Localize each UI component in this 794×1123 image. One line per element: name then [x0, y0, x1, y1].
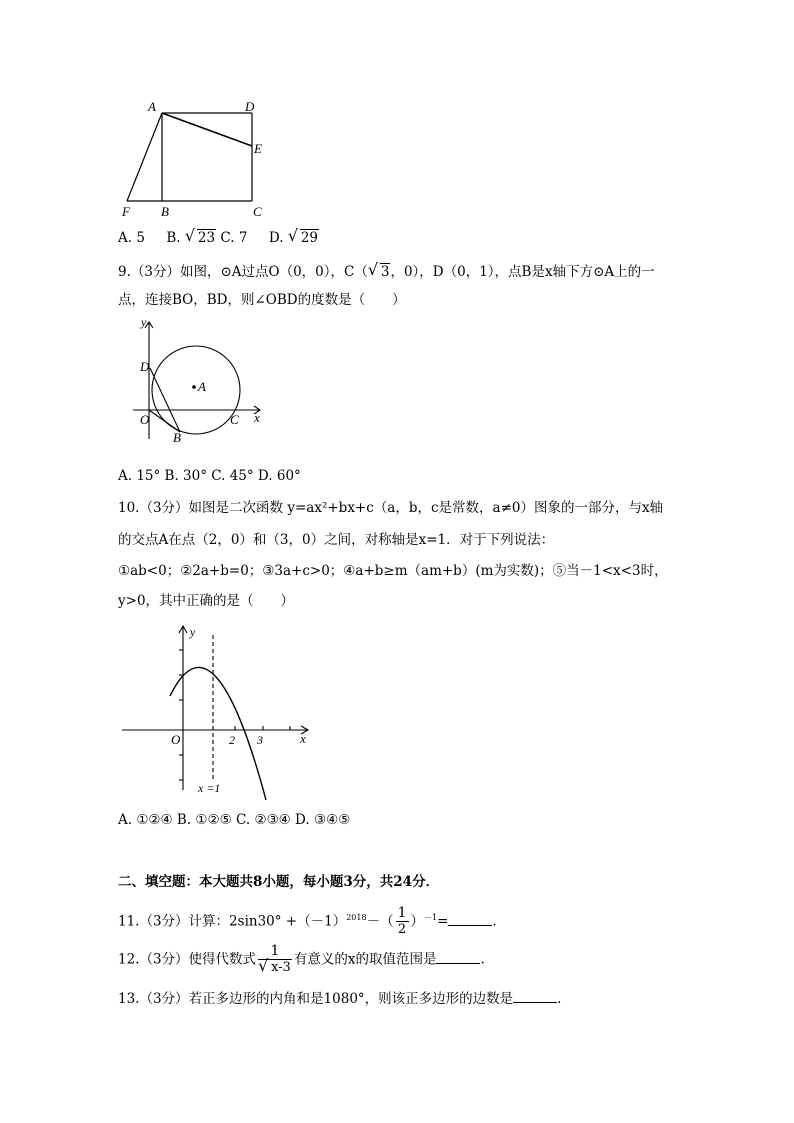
label-x: x	[300, 731, 306, 746]
q12-end: .	[480, 951, 485, 968]
label-E: E	[254, 141, 262, 156]
q13-end: .	[557, 991, 562, 1007]
answer-blank[interactable]	[448, 911, 492, 926]
label-D: D	[245, 99, 255, 114]
label-B: B	[161, 204, 169, 219]
q11-exponent-2: －1	[424, 913, 438, 922]
q9-text-b: ，0），D（0，1），点B是x轴下方⊙A上的一	[390, 264, 655, 280]
q8-option-d-sqrt: √ 29	[287, 226, 319, 246]
q8-options	[118, 228, 319, 248]
answer-blank[interactable]	[436, 949, 480, 964]
q12-fraction	[258, 944, 292, 976]
q8-option-b-sqrt: √ 23	[184, 226, 216, 246]
q11-equals: =	[437, 913, 449, 930]
q9-text-a: 9.（3分）如图，⊙A过点O（0，0），C（	[118, 264, 368, 280]
label-symmetry-axis: x =1	[198, 781, 221, 795]
q10-stem-line1: 10.（3分）如图是二次函数 y=ax²+bx+c（a，b，c是常数，a≠0）图象的一部分，与x轴	[118, 500, 664, 516]
q8-option-a: A. 5	[118, 230, 145, 246]
figure-q8	[115, 98, 275, 220]
section-2-title: 二、填空题：本大题共8小题，每小题3分，共24分．	[118, 874, 440, 890]
label-C: C	[230, 412, 239, 427]
q9-radicand: 3	[380, 264, 390, 280]
q12-suffix: 有意义的x的取值范围是	[293, 951, 437, 968]
q9-stem-line1	[118, 262, 655, 282]
q11-close: ）	[410, 913, 424, 930]
q8-option-b-radicand: 23	[197, 230, 216, 246]
label-A: A	[198, 379, 206, 394]
q11-exponent-1: 2018	[346, 913, 367, 922]
q10-stem-line2: 的交点A在点（2，0）和（3，0）之间，对称轴是x=1．对于下列说法：	[118, 532, 555, 548]
label-x: x	[254, 410, 260, 425]
q8-option-d: D.	[268, 230, 284, 246]
figure-q10	[118, 620, 318, 800]
q12-radicand: x-3	[271, 960, 291, 975]
label-y: y	[190, 625, 196, 639]
q8-option-d-radicand: 29	[300, 230, 319, 246]
q12-prefix: 12.（3分）使得代数式	[118, 951, 257, 968]
q10-stem-line4: y>0，其中正确的是（ ）	[118, 593, 295, 609]
label-O: O	[171, 732, 181, 747]
q11-frac-num: 1	[397, 905, 407, 921]
q10-options: A. ①②④ B. ①②⑤ C. ②③④ D. ③④⑤	[118, 812, 351, 828]
q9-stem-line2: 点，连接BO，BD，则∠OBD的度数是（ ）	[118, 292, 406, 308]
q13-text: 13.（3分）若正多边形的内角和是1080°，则该正多边形的边数是	[118, 991, 514, 1007]
label-O: O	[140, 412, 150, 427]
label-C: C	[253, 204, 262, 219]
q11-minus: －（	[366, 913, 394, 930]
label-A: A	[148, 99, 156, 114]
label-F: F	[122, 204, 130, 219]
q10-stem-line3: ①ab<0；②2a+b=0；③3a+c>0；④a+b≥m（am+b）(m为实数)；⑤当－1<x<3时，	[118, 563, 668, 579]
q13	[118, 988, 561, 1009]
q11-end: .	[492, 913, 497, 930]
q11-frac-den: 2	[397, 922, 407, 937]
answer-blank[interactable]	[513, 988, 557, 1003]
q12-frac-num: 1	[258, 944, 292, 960]
figure-q9	[130, 314, 275, 444]
label-B: B	[173, 430, 181, 444]
label-y: y	[141, 315, 147, 329]
q12-sqrt: √ x-3	[258, 956, 291, 975]
label-D: D	[140, 359, 150, 374]
label-3: 3	[257, 733, 263, 747]
q11-fraction	[396, 906, 409, 938]
q12	[118, 944, 485, 976]
q9-options: A. 15° B. 30° C. 45° D. 60°	[118, 468, 301, 484]
label-2: 2	[229, 733, 235, 747]
q8-option-b: B.	[166, 230, 181, 246]
q8-option-c: C. 7	[220, 230, 248, 246]
q9-sqrt: √ 3	[367, 260, 390, 280]
q11	[118, 906, 497, 938]
q11-prefix: 11.（3分）计算：2sin30° +（－1）	[118, 913, 347, 930]
